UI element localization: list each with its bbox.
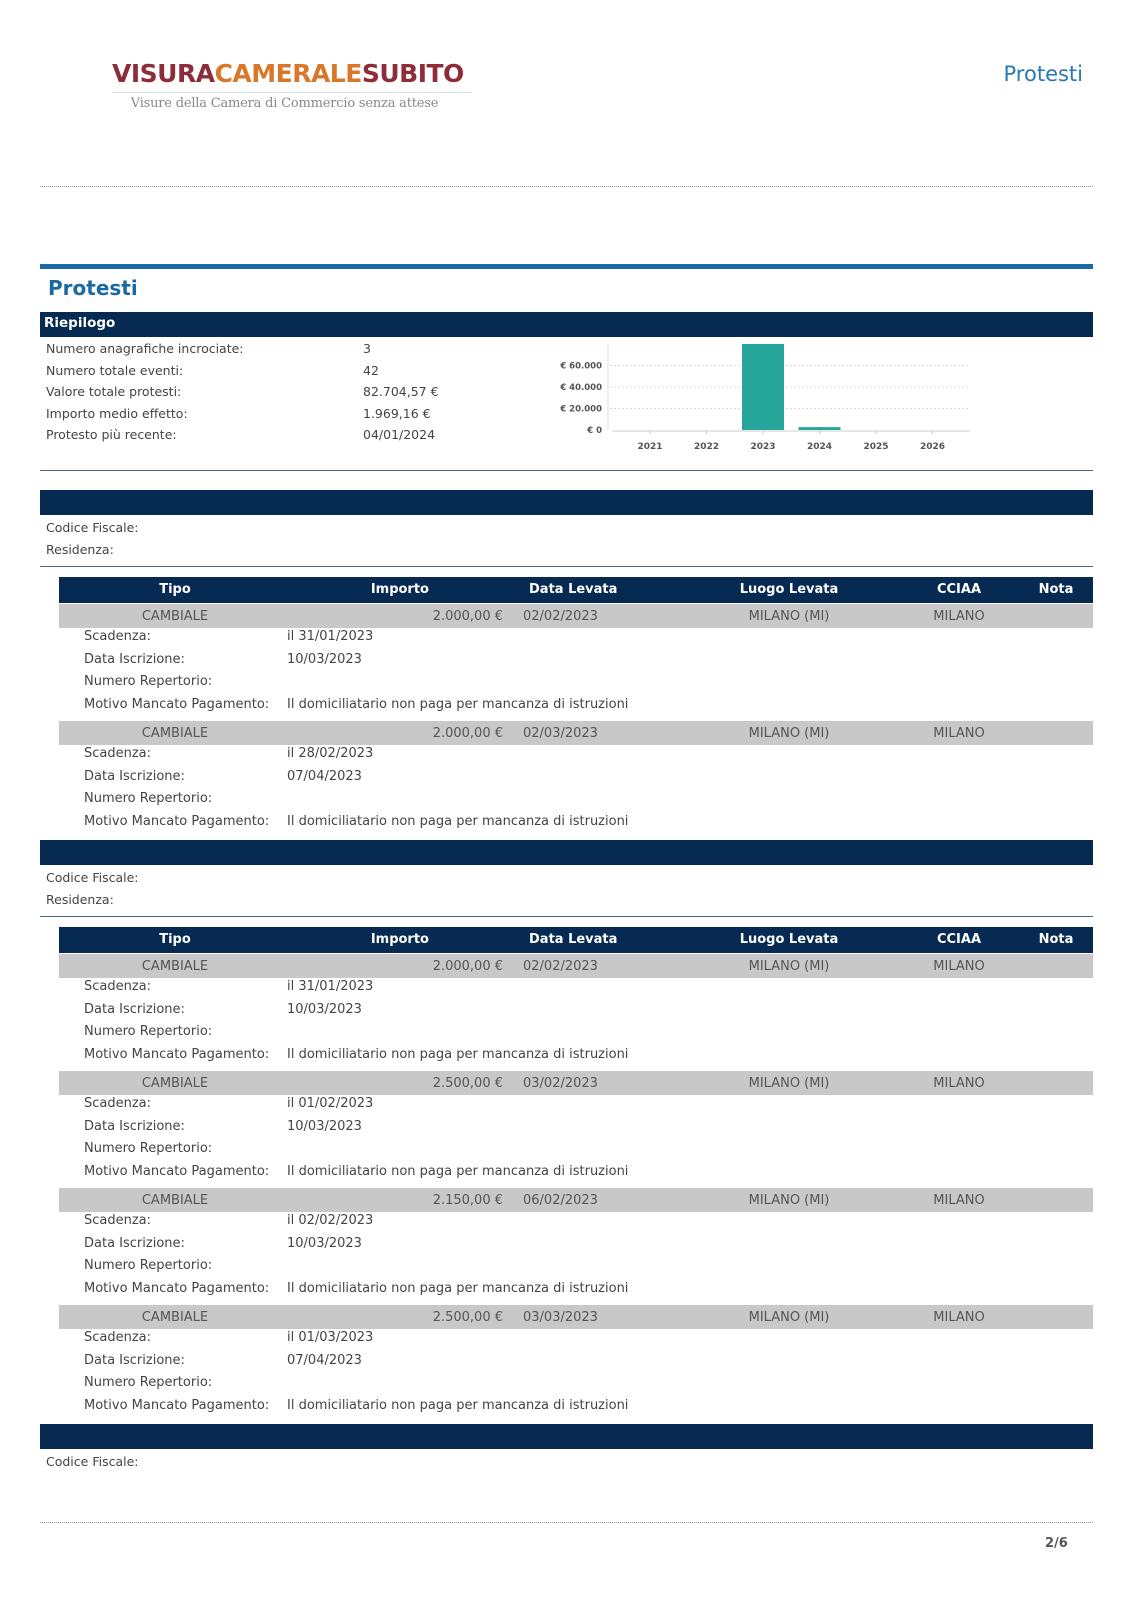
bar-2023 (742, 344, 784, 430)
detail-label-data-iscrizione: Data Iscrizione: (84, 1235, 185, 1251)
x-tick-label: 2024 (806, 442, 833, 452)
col-header-data-levata: Data Levata (529, 582, 618, 597)
cell-luogo-levata: MILANO (MI) (748, 609, 830, 624)
detail-label-numero-repertorio: Numero Repertorio: (84, 1141, 213, 1156)
detail-label-data-iscrizione: Data Iscrizione: (84, 1352, 185, 1368)
section-accent-bar (40, 264, 1093, 269)
detail-value-data-iscrizione: 10/03/2023 (287, 1001, 362, 1017)
col-header-cciaa: CCIAA (936, 932, 982, 947)
y-tick-label: € 40.000 (560, 383, 602, 393)
detail-value-motivo: Il domiciliatario non paga per mancanza di istruzioni (287, 1397, 629, 1413)
cell-cciaa: MILANO (933, 1310, 985, 1325)
codice-fiscale-label: Codice Fiscale: (46, 520, 139, 535)
y-tick-label: € 20.000 (560, 404, 602, 415)
summary-value: 42 (363, 363, 379, 378)
col-header-luogo-levata: Luogo Levata (739, 932, 839, 947)
cell-tipo: CAMBIALE (141, 1310, 209, 1325)
subject-header (40, 490, 1093, 515)
table-row (59, 721, 1093, 745)
summary-label: Numero anagrafiche incrociate: (46, 341, 244, 356)
cell-importo: 2.500,00 € (432, 1310, 503, 1325)
detail-label-motivo: Motivo Mancato Pagamento: (84, 1280, 270, 1296)
col-header-cciaa: CCIAA (936, 582, 982, 597)
col-header-tipo: Tipo (159, 582, 191, 597)
detail-label-data-iscrizione: Data Iscrizione: (84, 651, 185, 667)
protesti-table-header (59, 927, 1093, 953)
x-tick-label: 2025 (863, 442, 889, 452)
detail-value-data-iscrizione: 07/04/2023 (287, 768, 362, 784)
detail-value-data-iscrizione: 07/04/2023 (287, 1352, 362, 1368)
detail-label-motivo: Motivo Mancato Pagamento: (84, 696, 270, 712)
detail-value-motivo: Il domiciliatario non paga per mancanza di istruzioni (287, 1163, 629, 1179)
summary-label: Valore totale protesti: (46, 384, 182, 399)
protesti-by-year-chart (560, 340, 1000, 465)
summary-value: 1.969,16 € (363, 406, 431, 421)
detail-value-motivo: Il domiciliatario non paga per mancanza di istruzioni (287, 696, 629, 712)
cell-importo: 2.000,00 € (432, 726, 503, 741)
cell-cciaa: MILANO (933, 1076, 985, 1091)
page-number: 2/6 (1045, 1536, 1068, 1551)
x-tick-label: 2021 (637, 442, 663, 452)
cell-luogo-levata: MILANO (MI) (748, 959, 830, 974)
cell-luogo-levata: MILANO (MI) (748, 726, 830, 741)
cell-data-levata: 06/02/2023 (523, 1193, 598, 1208)
table-row (59, 1305, 1093, 1329)
header-title: Protesti (1003, 62, 1083, 86)
residenza-label: Residenza: (46, 892, 114, 907)
detail-label-data-iscrizione: Data Iscrizione: (84, 1001, 185, 1017)
summary-header: Riepilogo (40, 312, 1093, 337)
cell-importo: 2.000,00 € (432, 959, 503, 974)
logo-wordmark (112, 58, 472, 90)
cell-data-levata: 03/02/2023 (523, 1076, 598, 1091)
detail-label-scadenza: Scadenza: (84, 1330, 152, 1345)
footer-divider (40, 1522, 1093, 1523)
detail-value-scadenza: il 31/01/2023 (287, 979, 374, 994)
cell-importo: 2.000,00 € (432, 609, 503, 624)
detail-value-motivo: Il domiciliatario non paga per mancanza di istruzioni (287, 813, 629, 829)
detail-value-data-iscrizione: 10/03/2023 (287, 1235, 362, 1251)
codice-fiscale-label: Codice Fiscale: (46, 1454, 139, 1469)
col-header-nota: Nota (1038, 582, 1074, 597)
table-row (59, 954, 1093, 978)
detail-label-motivo: Motivo Mancato Pagamento: (84, 1163, 270, 1179)
col-header-luogo-levata: Luogo Levata (739, 582, 839, 597)
protesti-table-header (59, 577, 1093, 603)
cell-luogo-levata: MILANO (MI) (748, 1076, 830, 1091)
logo-part-visura: VISURA (112, 59, 215, 88)
cell-tipo: CAMBIALE (141, 609, 209, 624)
cell-tipo: CAMBIALE (141, 1076, 209, 1091)
cell-importo: 2.150,00 € (432, 1193, 503, 1208)
detail-label-scadenza: Scadenza: (84, 1213, 152, 1228)
x-tick-label: 2026 (919, 442, 946, 452)
subject-header (40, 840, 1093, 865)
cell-cciaa: MILANO (933, 726, 985, 741)
summary-value: 04/01/2024 (363, 427, 436, 442)
subject-header (40, 1424, 1093, 1449)
detail-label-scadenza: Scadenza: (84, 1096, 152, 1111)
section-title: Protesti (48, 276, 138, 300)
cell-data-levata: 02/03/2023 (523, 726, 598, 741)
detail-value-motivo: Il domiciliatario non paga per mancanza di istruzioni (287, 1046, 629, 1062)
cell-tipo: CAMBIALE (141, 726, 209, 741)
detail-label-numero-repertorio: Numero Repertorio: (84, 674, 213, 689)
cell-data-levata: 02/02/2023 (523, 609, 598, 624)
detail-label-numero-repertorio: Numero Repertorio: (84, 1258, 213, 1273)
summary-label: Protesto più recente: (46, 427, 177, 442)
cell-tipo: CAMBIALE (141, 959, 209, 974)
y-tick-label: € 60.000 (560, 361, 602, 372)
cell-cciaa: MILANO (933, 959, 985, 974)
logo (112, 58, 472, 111)
logo-tagline: Visure della Camera di Commercio senza attese (130, 96, 439, 111)
cell-importo: 2.500,00 € (432, 1076, 503, 1091)
detail-label-numero-repertorio: Numero Repertorio: (84, 1024, 213, 1039)
detail-label-data-iscrizione: Data Iscrizione: (84, 1118, 185, 1134)
summary-value: 82.704,57 € (363, 384, 439, 399)
logo-part-camerale: CAMERALE (214, 59, 362, 88)
logo-part-subito: SUBITO (361, 59, 464, 88)
detail-value-motivo: Il domiciliatario non paga per mancanza di istruzioni (287, 1280, 629, 1296)
summary-label: Importo medio effetto: (46, 406, 188, 421)
detail-value-data-iscrizione: 10/03/2023 (287, 651, 362, 667)
detail-value-scadenza: il 02/02/2023 (287, 1213, 374, 1228)
detail-label-motivo: Motivo Mancato Pagamento: (84, 1397, 270, 1413)
subject-divider (40, 916, 1093, 917)
detail-label-scadenza: Scadenza: (84, 979, 152, 994)
cell-luogo-levata: MILANO (MI) (748, 1193, 830, 1208)
table-row (59, 604, 1093, 628)
y-tick-label: € 0 (587, 426, 602, 436)
col-header-data-levata: Data Levata (529, 932, 618, 947)
subject-divider (40, 566, 1093, 567)
x-tick-label: 2023 (750, 442, 776, 452)
table-row (59, 1188, 1093, 1212)
cell-cciaa: MILANO (933, 1193, 985, 1208)
col-header-tipo: Tipo (159, 932, 191, 947)
codice-fiscale-label: Codice Fiscale: (46, 870, 139, 885)
detail-label-motivo: Motivo Mancato Pagamento: (84, 1046, 270, 1062)
detail-value-scadenza: il 31/01/2023 (287, 629, 374, 644)
header-divider (40, 186, 1093, 187)
detail-label-numero-repertorio: Numero Repertorio: (84, 1375, 213, 1390)
detail-value-scadenza: il 01/02/2023 (287, 1096, 374, 1111)
summary-label: Numero totale eventi: (46, 363, 184, 378)
detail-value-scadenza: il 28/02/2023 (287, 746, 374, 761)
detail-value-scadenza: il 01/03/2023 (287, 1330, 374, 1345)
x-tick-label: 2022 (693, 442, 720, 452)
col-header-nota: Nota (1038, 932, 1074, 947)
cell-cciaa: MILANO (933, 609, 985, 624)
table-row (59, 1071, 1093, 1095)
logo-divider (112, 92, 472, 93)
residenza-label: Residenza: (46, 542, 114, 557)
detail-value-data-iscrizione: 10/03/2023 (287, 1118, 362, 1134)
col-header-importo: Importo (370, 932, 429, 947)
cell-data-levata: 03/03/2023 (523, 1310, 598, 1325)
detail-label-numero-repertorio: Numero Repertorio: (84, 791, 213, 806)
col-header-importo: Importo (370, 582, 429, 597)
detail-label-data-iscrizione: Data Iscrizione: (84, 768, 185, 784)
detail-label-scadenza: Scadenza: (84, 746, 152, 761)
cell-data-levata: 02/02/2023 (523, 959, 598, 974)
summary-value: 3 (363, 341, 371, 356)
detail-label-scadenza: Scadenza: (84, 629, 152, 644)
bar-2024 (799, 427, 841, 430)
cell-tipo: CAMBIALE (141, 1193, 209, 1208)
summary-divider (40, 470, 1093, 471)
cell-luogo-levata: MILANO (MI) (748, 1310, 830, 1325)
detail-label-motivo: Motivo Mancato Pagamento: (84, 813, 270, 829)
